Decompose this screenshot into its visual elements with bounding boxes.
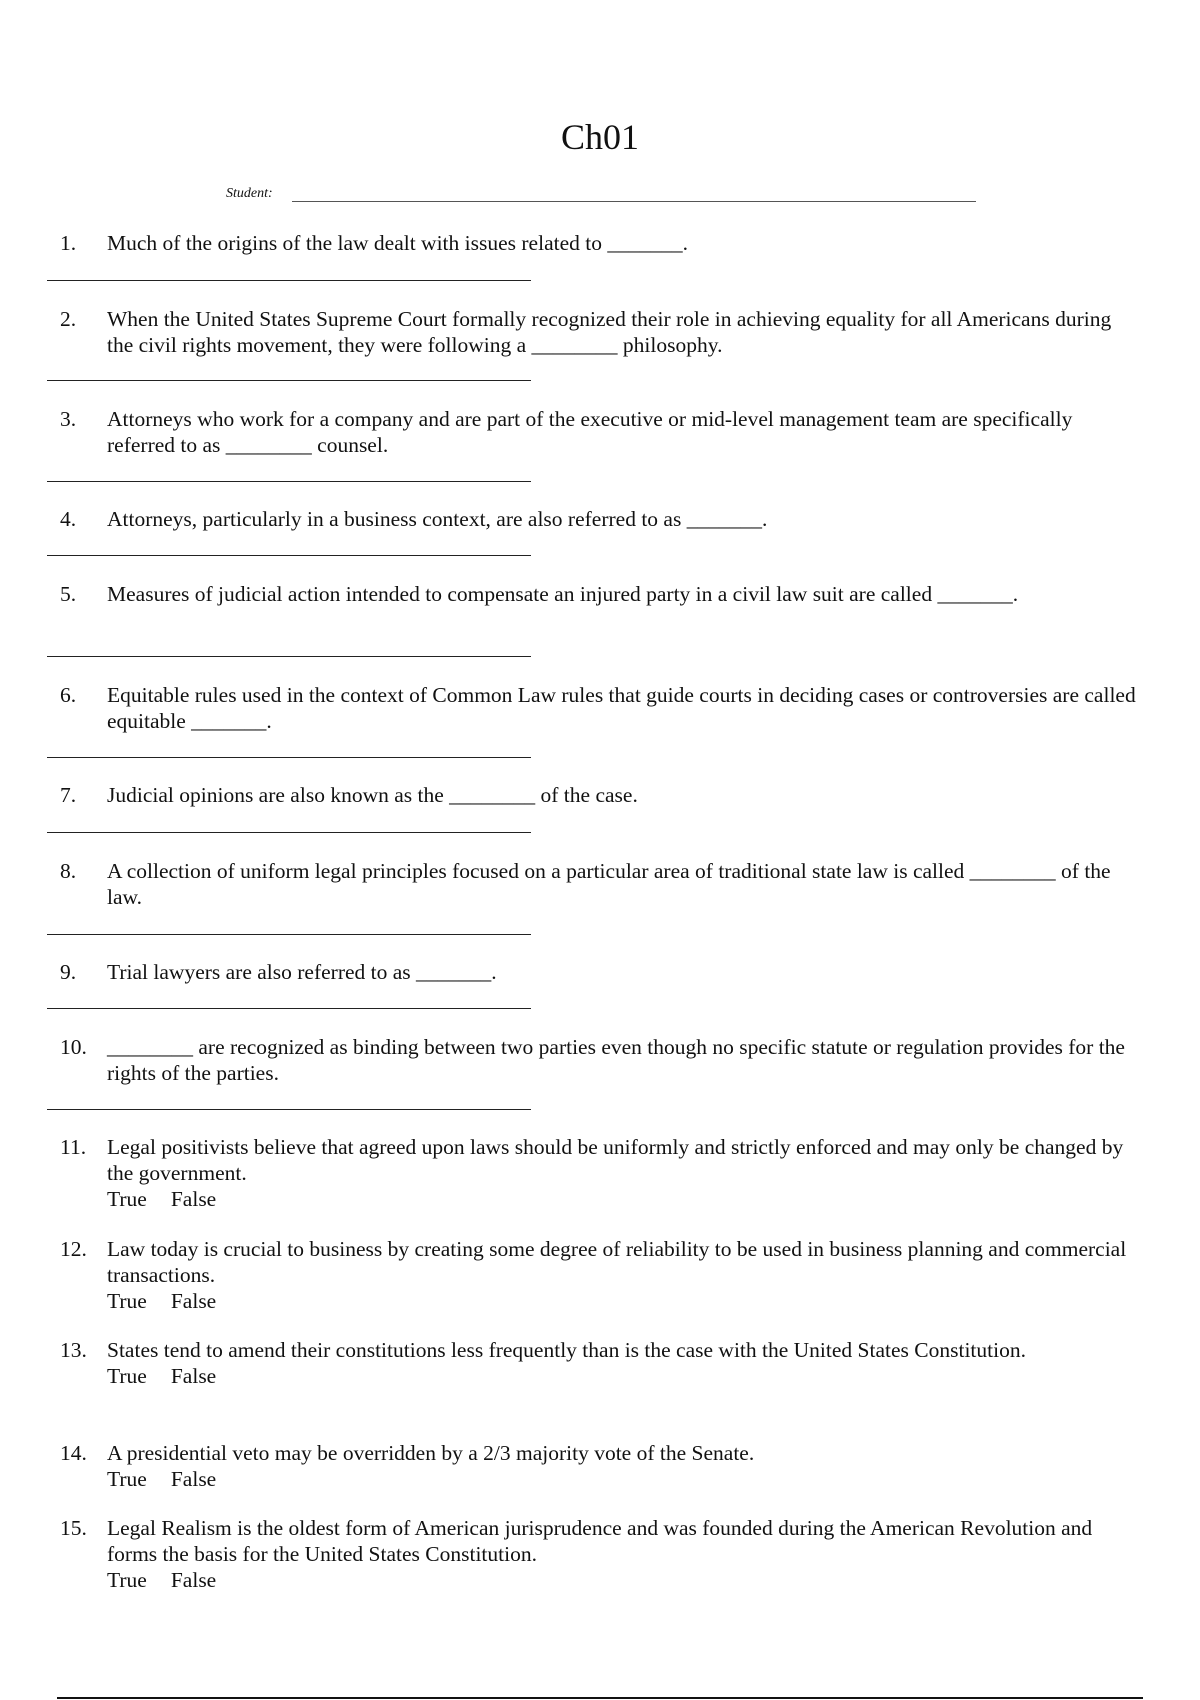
answer-line-5[interactable] [47, 656, 531, 657]
question-text: Measures of judicial action intended to compensate an injured party in a civil law suit are called _______. [107, 582, 1019, 606]
question-text: Legal positivists believe that agreed upon laws should be uniformly and strictly enforced and may only be changed by the government. [107, 1135, 1124, 1185]
true-option[interactable]: True [107, 1568, 147, 1592]
question-number: 1. [60, 231, 77, 255]
answer-line-1[interactable] [47, 280, 531, 281]
question-text: Equitable rules used in the context of Common Law rules that guide courts in deciding cases or controversies are called equitable _______. [107, 683, 1136, 733]
question-text: Trial lawyers are also referred to as _______. [107, 960, 497, 984]
question-text: Legal Realism is the oldest form of American jurisprudence and was founded during the American Revolution and forms the basis for the United States Constitution. [107, 1516, 1093, 1566]
student-name-field[interactable] [292, 201, 976, 202]
answer-line-4[interactable] [47, 555, 531, 556]
answer-line-10[interactable] [47, 1109, 531, 1110]
question-text: A collection of uniform legal principles focused on a particular area of traditional state law is called ________ of the law. [107, 859, 1111, 909]
answer-line-6[interactable] [47, 757, 531, 758]
question-number: 11. [60, 1135, 87, 1159]
answer-line-2[interactable] [47, 380, 531, 381]
page-title: Ch01 [560, 117, 639, 157]
true-option[interactable]: True [107, 1187, 147, 1211]
question-number: 7. [60, 783, 77, 807]
student-label: Student: [226, 186, 273, 201]
question-number: 14. [60, 1441, 87, 1465]
question-number: 13. [60, 1338, 87, 1362]
true-false-options [107, 1466, 1140, 1492]
answer-line-7[interactable] [47, 832, 531, 833]
true-false-options [107, 1567, 1140, 1593]
false-option[interactable]: False [170, 1568, 217, 1592]
footer-divider [57, 1697, 1143, 1699]
false-option[interactable]: False [170, 1364, 217, 1388]
question-text: Attorneys who work for a company and are part of the executive or mid-level management team are specifically referred to as ________ counsel. [107, 407, 1073, 457]
true-false-options [107, 1186, 1140, 1212]
question-text: ________ are recognized as binding between two parties even though no specific statute or regulation provides for the rights of the parties. [107, 1035, 1125, 1085]
question-number: 12. [60, 1237, 87, 1261]
question-text: Attorneys, particularly in a business context, are also referred to as _______. [107, 507, 768, 531]
question-number: 10. [60, 1035, 87, 1059]
false-option[interactable]: False [170, 1289, 217, 1313]
false-option[interactable]: False [170, 1467, 217, 1491]
question-number: 5. [60, 582, 77, 606]
question-text: Much of the origins of the law dealt with issues related to _______. [107, 231, 688, 255]
student-name-row [226, 184, 976, 208]
false-option[interactable]: False [170, 1187, 217, 1211]
true-false-options [107, 1363, 1140, 1389]
question-text: Judicial opinions are also known as the ________ of the case. [107, 783, 638, 807]
answer-line-9[interactable] [47, 1008, 531, 1009]
question-text: When the United States Supreme Court formally recognized their role in achieving equality for all Americans during the civil rights movement, they were following a ________ philosophy. [107, 307, 1112, 357]
true-option[interactable]: True [107, 1364, 147, 1388]
question-text: A presidential veto may be overridden by a 2/3 majority vote of the Senate. [107, 1441, 755, 1465]
answer-line-8[interactable] [47, 934, 531, 935]
true-option[interactable]: True [107, 1467, 147, 1491]
question-number: 9. [60, 960, 77, 984]
true-false-options [107, 1288, 1140, 1314]
question-number: 8. [60, 859, 77, 883]
question-number: 6. [60, 683, 77, 707]
question-number: 3. [60, 407, 77, 431]
question-number: 4. [60, 507, 77, 531]
answer-line-3[interactable] [47, 481, 531, 482]
question-text: Law today is crucial to business by creating some degree of reliability to be used in business planning and commercial transactions. [107, 1237, 1127, 1287]
question-number: 15. [60, 1516, 87, 1540]
question-number: 2. [60, 307, 77, 331]
question-text: States tend to amend their constitutions less frequently than is the case with the United States Constitution. [107, 1338, 1026, 1362]
true-option[interactable]: True [107, 1289, 147, 1313]
